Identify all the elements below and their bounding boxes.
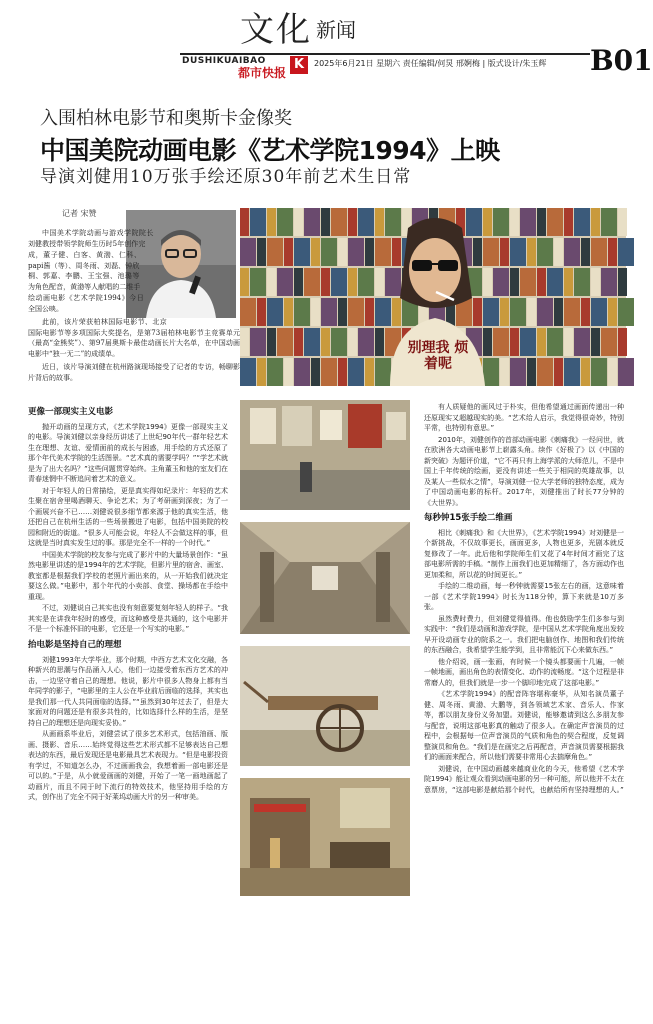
poster-book-spine xyxy=(608,238,617,266)
lead-paragraph: 中国美术学院动画与游戏学院院长刘健教授带领学院师生历时5年创作完成，董子健、白客、黄渤、仁科、papi酱（等）、周冬雨、刘磊、钟欣桐、郭嘉、李鹏、王宝强、池璐等为角色配音，黄渤等人献唱的二维手绘动画电影《艺术学院1994》今日全国公映。 xyxy=(28,229,154,313)
poster-book-spine xyxy=(618,358,634,386)
body-paragraph: 中国美术学院的校友参与完成了影片中的大量场景创作：“虽然电影里讲述的是1994年的艺术学院，但影片里的宿舍、画室、教室都是根据我们学校的老照片画出来的，从一开始我们就决定要这么做。”电影中，那个年代的小卖部、食堂、操场都在手绘中重现。 xyxy=(28,550,228,601)
poster-book-spine xyxy=(520,268,536,296)
poster-book-spine xyxy=(618,268,627,296)
poster-book-spine xyxy=(500,238,509,266)
film-stills xyxy=(240,400,410,1000)
poster-book-spine xyxy=(385,268,401,296)
poster-book-spine xyxy=(284,298,293,326)
poster-book-spine xyxy=(257,298,266,326)
poster-book-spine xyxy=(267,328,276,356)
poster-book-spine xyxy=(500,358,509,386)
section-heading: 抬电影是坚持自己的理想 xyxy=(28,639,122,650)
poster-book-spine xyxy=(500,298,509,326)
issue-info: 2025年6月21日 星期六 责任编辑/何炅 邢婀梅 | 版式设计/朱玉辉 xyxy=(314,59,547,68)
poster-book-spine xyxy=(493,268,509,296)
poster-book-spine xyxy=(321,298,337,326)
byline: 记者 宋赞 xyxy=(62,209,97,218)
poster-book-spine xyxy=(493,208,509,236)
poster-book-spine xyxy=(304,328,320,356)
poster-book-spine xyxy=(311,298,320,326)
poster-book-spine xyxy=(331,328,347,356)
poster-book-spine xyxy=(601,268,617,296)
poster-book-spine xyxy=(311,358,320,386)
poster-book-spine xyxy=(483,298,499,326)
poster-book-spine xyxy=(257,238,266,266)
poster-book-spine xyxy=(375,208,384,236)
poster-book-spine xyxy=(294,208,303,236)
poster-book-spine xyxy=(392,238,401,266)
poster-book-spine xyxy=(537,358,553,386)
poster-book-spine xyxy=(294,268,303,296)
poster-book-spine xyxy=(321,208,330,236)
poster-book-spine xyxy=(294,238,310,266)
poster-book-spine xyxy=(294,298,310,326)
poster-book-spine xyxy=(591,238,607,266)
poster-book-spine xyxy=(564,358,580,386)
poster-book-spine xyxy=(527,238,536,266)
poster-book-spine xyxy=(564,298,580,326)
poster-book-spine xyxy=(257,358,266,386)
poster-book-spine xyxy=(311,238,320,266)
article-lead xyxy=(28,228,240,386)
poster-book-spine xyxy=(493,328,509,356)
poster-book-spine xyxy=(618,328,627,356)
poster-book-spine xyxy=(554,298,563,326)
body-paragraph: 对于年轻人的日常描绘，更是真实得如纪录片：年轻的艺术生聚在宿舍里喝酒聊天、争论艺术；为了考研画到深夜；为了一个画展兴奋不已……刘健说很多细节都来源于他的真实生活，他还把自己在杭州生活的一些场景搬进了电影，包括中国美院的校园和附近的街道。“很多人可能会说，年轻人不会做这样的事，但这就是当时真实发生过的事。那是完全不一样的一个时代。” xyxy=(28,486,228,548)
poster-book-spine xyxy=(321,238,337,266)
poster-book-spine xyxy=(240,238,256,266)
poster-book-spine xyxy=(473,238,482,266)
poster-book-spine xyxy=(348,328,357,356)
poster-book-spine xyxy=(608,298,617,326)
poster-book-spine xyxy=(375,268,384,296)
poster-book-spine xyxy=(321,358,337,386)
poster-book-spine xyxy=(537,328,546,356)
poster-book-spine xyxy=(294,358,310,386)
poster-book-spine xyxy=(348,358,364,386)
poster-book-spine xyxy=(348,238,364,266)
body-paragraph: 不过，刘健说自己其实也没有刻意要复刻年轻人的样子。“我其实是在讲我年轻时的感受，而这种感受是共通的，这个电影并不是一个标准怀旧的电影，它还是一个写实的电影。” xyxy=(28,604,228,634)
poster-book-spine xyxy=(537,268,546,296)
poster-book-spine xyxy=(564,208,573,236)
poster-book-spine xyxy=(510,328,519,356)
poster-book-spine xyxy=(554,358,563,386)
poster-book-spine xyxy=(581,298,590,326)
poster-book-spine xyxy=(358,328,374,356)
poster-shirt-text: 别理我 烦着呢 xyxy=(407,340,469,373)
poster-book-spine xyxy=(510,298,526,326)
paper-logo-icon: K xyxy=(290,56,308,74)
film-still-corridor xyxy=(240,522,410,634)
poster-book-spine xyxy=(365,358,374,386)
poster-book-spine xyxy=(591,328,600,356)
poster-book-spine xyxy=(338,238,347,266)
poster-book-spine xyxy=(375,358,391,386)
poster-book-spine xyxy=(365,238,374,266)
headline-kicker: 入围柏林电影节和奥斯卡金像奖 xyxy=(40,108,292,129)
poster-book-spine xyxy=(547,268,563,296)
poster-book-spine xyxy=(574,208,590,236)
section-title: 文化 xyxy=(240,10,312,50)
poster-book-spine xyxy=(574,328,590,356)
body-paragraph: 相比《刺痛我》和《大世界》，《艺术学院1994》对刘健是一个新挑战，不仅故事更长，画面更多，人物也更多，光剧本就反复修改了一年。此后他和学院师生们又花了4年时间才画完了这部电影所需的手稿。“制作上面我们也更加精细了，各方面动作也更加柔和，所以花的时间更长。” xyxy=(424,528,624,579)
poster-book-spine xyxy=(601,328,617,356)
poster-book-spine xyxy=(591,208,600,236)
poster-book-spine xyxy=(564,328,573,356)
paper-name: 都市快报 xyxy=(238,66,287,80)
poster-book-spine xyxy=(331,208,347,236)
poster-book-spine xyxy=(365,298,374,326)
poster-book-spine xyxy=(547,208,563,236)
body-paragraph: 手绘的二维动画，每一秒钟就需要15张左右的画，这意味着一部《艺术学院1994》时长为118分钟，算下来就是10万多张。 xyxy=(424,582,624,612)
section-heading: 更像一部现实主义电影 xyxy=(28,407,114,417)
poster-book-spine xyxy=(267,208,276,236)
poster-book-spine xyxy=(338,298,347,326)
body-paragraph: 虽然费时费力，但刘健觉得值得。他也鼓励学生们多参与到实践中：“我们是动画和游戏学院，是中国从艺术学院角度出发较早开设动画专业的院系之一。我们把电脑创作、地图和我们传统的东西融合，我希望学生能学到，且非常能沉下心来做东西。” xyxy=(424,614,624,655)
masthead xyxy=(0,0,653,84)
poster-book-spine xyxy=(608,358,617,386)
poster-book-spine xyxy=(537,238,553,266)
poster-book-spine xyxy=(267,358,283,386)
body-paragraph: 从画画系毕业后，刘健尝试了很多艺术形式，包括油画、版画、摄影、音乐……始终觉得这些艺术形式都不足够表达自己想表达的东西，最后发现还是电影最具艺术表现力。“但是电影投资有学过，不知道怎么办，不过画画我会，我想着画一部电影还是可以的。”于是，从小就爱画画的刘健，开始了一笔一画地画起了动画片，而且不同于时下流行的特效技术，他坚持用手绘的方式，创作出了完全不同于好莱坞动画大片的另一种审美。 xyxy=(28,730,228,801)
body-paragraph: 他介绍说，画一张画，有时候一个镜头都要画十几遍，一帧一帧地画，画出角色的表情变化、动作的流畅度。“这个过程是非常磨人的，但我们就是一步一个脚印地完成了这部电影。” xyxy=(424,657,624,687)
subheadline: 导演刘健用10万张手绘还原30年前艺术生日常 xyxy=(40,167,412,187)
poster-book-spine xyxy=(348,208,357,236)
film-still-cart xyxy=(240,646,410,766)
poster-book-spine xyxy=(564,268,573,296)
poster-book-spine xyxy=(331,268,347,296)
poster-book-spine xyxy=(591,268,600,296)
paper-pinyin: DUSHIKUAIBAO xyxy=(182,56,266,66)
poster-book-spine xyxy=(392,298,401,326)
poster-book-spine xyxy=(385,208,401,236)
poster-book-spine xyxy=(277,208,293,236)
poster-book-spine xyxy=(240,358,256,386)
poster-book-spine xyxy=(304,268,320,296)
masthead-rule xyxy=(180,53,590,55)
poster-book-spine xyxy=(294,328,303,356)
poster-book-spine xyxy=(338,358,347,386)
body-paragraph: 有人质疑他的画风过于朴实，但他希望通过画面传递出一种还原现实又超越现实的美。“艺术给人启示，我觉得很奇妙，特别平常，也特别有意思。” xyxy=(424,403,624,432)
lead-paragraph: 此前，该片荣获柏林国际电影节、北京国际电影节等多项国际大奖提名，是第73届柏林电影节主竞赛单元（最高“金熊奖”）、第97届奥斯卡最佳动画长片大名单，在中国动画电影中“独一无二”的成绩单。 xyxy=(28,317,240,359)
body-paragraph: 2010年，刘健创作的首部动画电影《刺痛我》一经问世，就在欧洲各大动画电影节上崭露头角。续作《好极了》以《中国的新突破》为题评价道，“它不再只有上海学派的大师范儿，不是中国上千年传统的绘画，更没有讲述一些关于相同的英雄故事，以及某人一些似水之情”，导演刘健一位大学老师的独特态度，成为了中国动画电影的标杆。2017年，刘健推出了时长77分钟的《大世界》。 xyxy=(424,435,624,507)
poster-book-spine xyxy=(240,208,249,236)
poster-book-spine xyxy=(537,208,546,236)
body-paragraph: 刘健说，在中国动画越来越商业化的今天，他希望《艺术学院1994》能让观众看到动画电影的另一种可能，所以他并不太在意票房，“这部电影是献给那个时代，也献给所有坚持理想的人。” xyxy=(424,764,624,794)
film-still-campus-wall xyxy=(240,400,410,510)
section-heading: 每秒钟15张手绘二维画 xyxy=(424,513,513,523)
poster-book-spine xyxy=(277,328,293,356)
poster-book-spine xyxy=(618,238,634,266)
poster-book-spine xyxy=(483,238,499,266)
poster-book-spine xyxy=(581,238,590,266)
poster-book-spine xyxy=(510,358,526,386)
poster-book-spine xyxy=(267,298,283,326)
poster-book-spine xyxy=(267,238,283,266)
poster-book-spine xyxy=(554,238,563,266)
poster-book-spine xyxy=(483,268,492,296)
poster-book-spine xyxy=(304,208,320,236)
poster-book-spine xyxy=(483,328,492,356)
poster-book-spine xyxy=(510,238,526,266)
poster-book-spine xyxy=(520,328,536,356)
headline: 中国美院动画电影《艺术学院1994》上映 xyxy=(40,136,500,165)
poster-book-spine xyxy=(284,238,293,266)
poster-book-spine xyxy=(527,298,536,326)
poster-book-spine xyxy=(520,208,536,236)
poster-book-spine xyxy=(321,328,330,356)
film-poster-illustration xyxy=(240,208,626,386)
poster-book-spine xyxy=(250,268,266,296)
poster-book-spine xyxy=(483,358,499,386)
poster-book-spine xyxy=(348,268,357,296)
film-still-dorm-room xyxy=(240,778,410,896)
poster-book-spine xyxy=(547,328,563,356)
poster-book-spine xyxy=(510,268,519,296)
body-paragraph: 刘健1993年大学毕业，那个时期，中西方艺术文化交融，各种新兴的思潮与作品涌入人心，他们一边接受着东西方艺术的冲击，一边坚守着自己的理想。他说，影片中很多人物身上都有当年同学的影子，“电影里的主人公在毕业前后面临的选择，其实也是我们那一代人共同面临的选择。”“虽然到30年过去了，但是大家面对的问题还是有很多共性的，比如选择什么样的生活，是坚持自己的理想还是向现实妥协。” xyxy=(28,655,228,727)
poster-book-spine xyxy=(618,298,634,326)
poster-book-spine xyxy=(527,358,536,386)
poster-book-spine xyxy=(618,208,627,236)
poster-book-spine xyxy=(591,358,607,386)
article-column-left xyxy=(28,402,228,1006)
poster-book-spine xyxy=(375,238,391,266)
section-subtitle: 新闻 xyxy=(316,18,356,42)
poster-book-spine xyxy=(601,208,617,236)
lead-paragraph: 近日，该片导演刘健在杭州路演现场接受了记者的专访，畅聊影片背后的故事。 xyxy=(28,363,240,382)
poster-book-spine xyxy=(267,268,276,296)
poster-book-spine xyxy=(466,208,482,236)
poster-book-spine xyxy=(277,268,293,296)
poster-book-spine xyxy=(250,208,266,236)
poster-book-spine xyxy=(240,328,249,356)
poster-book-spine xyxy=(537,298,553,326)
poster-book-spine xyxy=(240,298,256,326)
poster-book-spine xyxy=(321,268,330,296)
poster-book-spine xyxy=(564,238,580,266)
body-paragraph: 《艺术学院1994》的配音阵容堪称豪华，从知名演员董子健、周冬雨、黄渤、大鹏等，到各领域艺术家、音乐人、作家等，都以朋友身份义务加盟。刘健说，能够邀请到这么多朋友参与配音，说明这部电影真的触动了很多人。在确定声音演员的过程中，会根据每一位声音演员的气质和角色的契合程度，反复调整演员和角色。“我们是在画完之后再配音，声音演员需要根据我们的画面来配合，所以他们需要非常用心去揣摩角色。” xyxy=(424,690,624,762)
poster-book-spine xyxy=(375,328,384,356)
poster-book-spine xyxy=(358,268,374,296)
poster-book-spine xyxy=(375,298,391,326)
poster-book-spine xyxy=(250,328,266,356)
article-column-right xyxy=(424,402,624,1006)
body-paragraph: 抛开动画的呈现方式，《艺术学院1994》更像一部现实主义的电影。导演刘健以亲身经历讲述了上世纪90年代一群年轻艺术生在理想、友谊、爱情面前的成长与困惑，用手绘的方式还原了那个年代美术学院的生活图景。“艺术真的需要学吗？”“学艺术就是为了出大名吗？”这些问题贯穿始终。主角董玉和他的室友们在青春迷惘中不断追问着艺术的意义。 xyxy=(28,422,228,484)
poster-book-spine xyxy=(574,268,590,296)
poster-book-spine xyxy=(510,208,519,236)
poster-book-spine xyxy=(591,298,607,326)
page-number: B01 xyxy=(590,44,653,77)
poster-book-spine xyxy=(581,358,590,386)
poster-book-spine xyxy=(473,298,482,326)
poster-book-spine xyxy=(358,208,374,236)
poster-book-spine xyxy=(284,358,293,386)
poster-book-spine xyxy=(240,268,249,296)
poster-book-spine xyxy=(483,208,492,236)
poster-book-spine xyxy=(348,298,364,326)
